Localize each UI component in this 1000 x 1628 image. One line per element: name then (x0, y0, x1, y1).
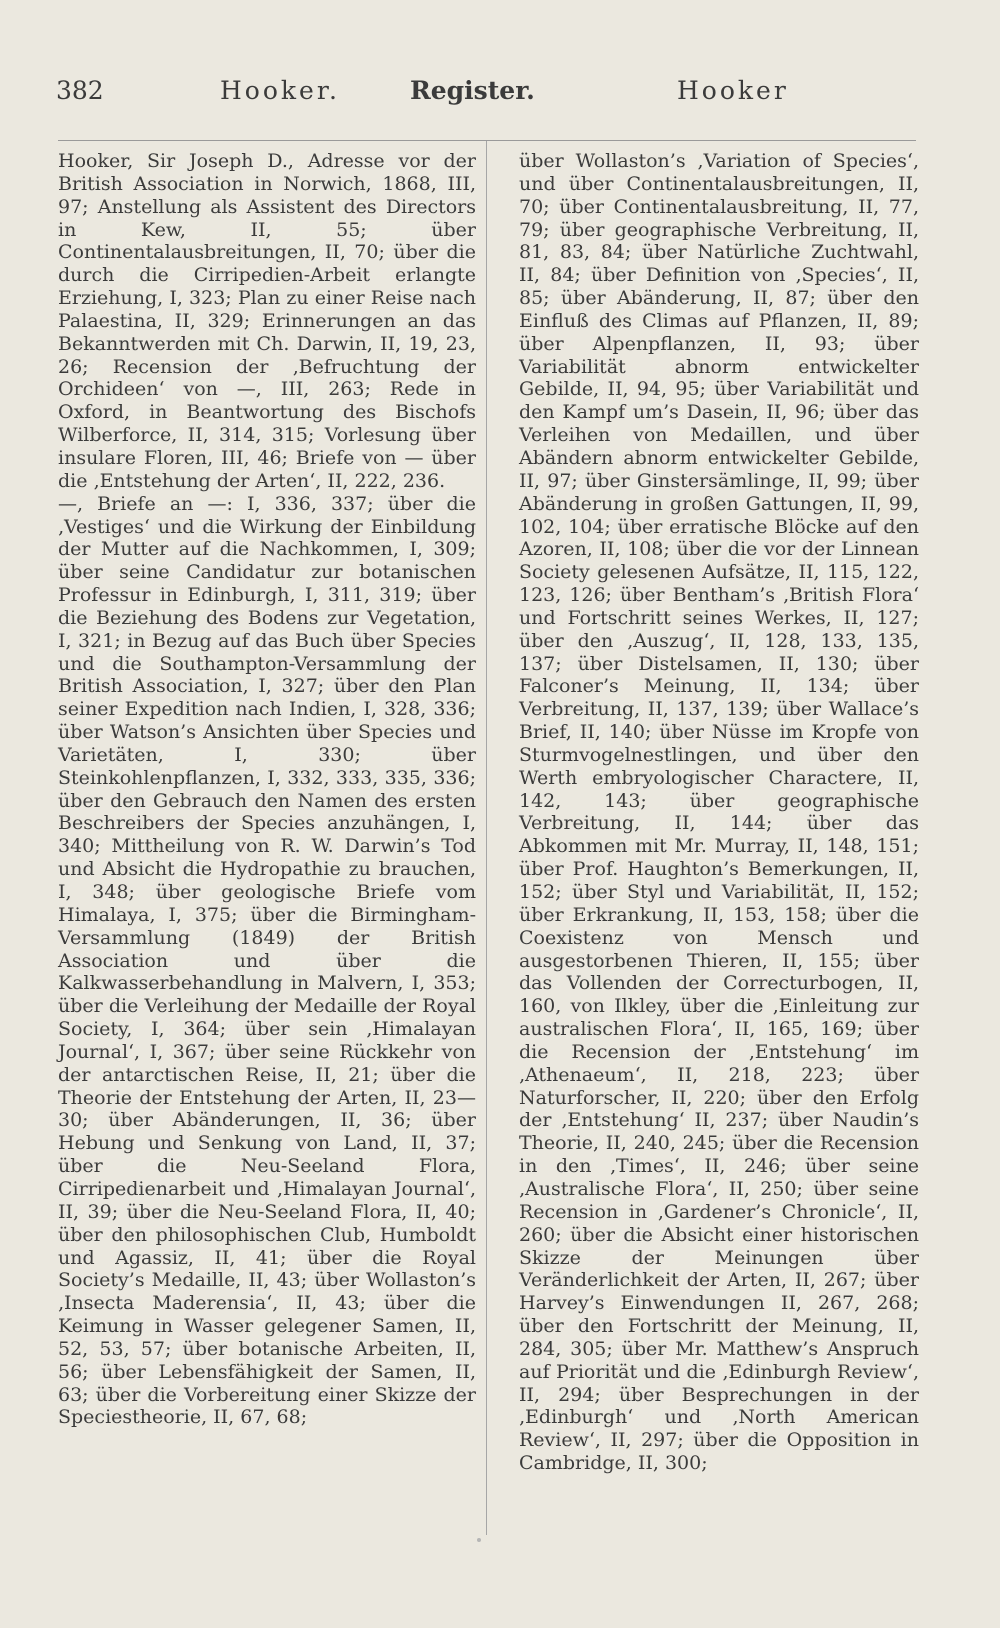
page-speck (477, 1538, 481, 1542)
left-column (58, 150, 476, 1429)
page-number: 382 (56, 76, 104, 105)
running-header (0, 76, 1000, 116)
column-divider (486, 141, 487, 1535)
header-rule (58, 140, 916, 141)
left-running-head: Hooker. (220, 76, 340, 105)
index-entry: Hooker, Sir Joseph D., Adresse vor der British Association in Norwich, 1868, III, 97; Anstellung als Assistent des Directors in Kew, II, 55; über Continentalausbreitungen, II, 70; über die durch die Cirripedien-Arbeit erlangte Erziehung, I, 323; Plan zu einer Reise nach Palaestina, II, 329; Erinnerungen an das Bekanntwerden mit Ch. Darwin, II, 19, 23, 26; Recension der ‚Befruchtung der Orchideen‘ von —, III, 263; Rede in Oxford, in Beantwortung des Bischofs Wilberforce, II, 314, 315; Vorlesung über insulare Floren, III, 46; Briefe von — über die ‚Entstehung der Arten‘, II, 222, 236. (58, 150, 476, 492)
section-title: Register. (410, 76, 535, 105)
right-running-head: Hooker (677, 76, 789, 105)
index-entry: über Wollaston’s ‚Variation of Species‘, und über Continentalausbreitungen, II, 70; über Continentalausbreitung, II, 77, 79; über geographische Verbreitung, II, 81, 83, 84; über Natürliche Zuchtwahl, II, 84; über Definition von ‚Species‘, II, 85; über Abänderung, II, 87; über den Einfluß des Climas auf Pflanzen, II, 89; über Alpenpflanzen, II, 93; über Variabilität abnorm entwickelter Gebilde, II, 94, 95; über Variabilität und den Kampf um’s Dasein, II, 96; über das Verleihen von Medaillen, und über Abändern abnorm entwickelter Gebilde, II, 97; über Ginstersämlinge, II, 99; über Abänderung in großen Gattungen, II, 99, 102, 104; über erratische Blöcke auf den Azoren, II, 108; über die vor der Linnean Society gelesenen Aufsätze, II, 115, 122, 123, 126; über Bentham’s ‚British Flora‘ und Fortschritt seines Werkes, II, 127; über den ‚Auszug‘, II, 128, 133, 135, 137; über Distelsamen, II, 130; über Falconer’s Meinung, II, 134; über Verbreitung, II, 137, 139; über Wallace’s Brief, II, 140; über Nüsse im Kropfe von Sturmvogelnestlingen, und über den Werth embryologischer Charactere, II, 142, 143; über geographische Verbreitung, II, 144; über das Abkommen mit Mr. Murray, II, 148, 151; über Prof. Haughton’s Bemerkungen, II, 152; über Styl und Variabilität, II, 152; über Erkrankung, II, 153, 158; über die Coexistenz von Mensch und ausgestorbenen Thieren, II, 155; über das Vollenden der Correcturbogen, II, 160, von Ilkley, über die ‚Einleitung zur australischen Flora‘, II, 165, 169; über die Recension der ‚Entstehung‘ im ‚Athenaeum‘, II, 218, 223; über Naturforscher, II, 220; über den Erfolg der ‚Entstehung‘ II, 237; über Naudin’s Theorie, II, 240, 245; über die Recension in den ‚Times‘, II, 246; über seine ‚Australische Flora‘, II, 250; über seine Recension in ‚Gardener’s Chronicle‘, II, 260; über die Absicht einer historischen Skizze der Meinungen über Veränderlichkeit der Arten, II, 267; über Harvey’s Einwendungen II, 267, 268; über den Fortschritt der Meinung, II, 284, 305; über Mr. Matthew’s Anspruch auf Priorität und die ‚Edinburgh Review‘, II, 294; über Besprechungen in der ‚Edinburgh‘ und ‚North American Review‘, II, 297; über die Opposition in Cambridge, II, 300; (519, 150, 919, 1475)
right-column (519, 150, 919, 1475)
index-entry: —, Briefe an —: I, 336, 337; über die ‚Vestiges‘ und die Wirkung der Einbildung der Mutter auf die Nachkommen, I, 309; über seine Candidatur zur botanischen Professur in Edinburgh, I, 311, 319; über die Beziehung des Bodens zur Vegetation, I, 321; in Bezug auf das Buch über Species und die Southampton-Versammlung der British Association, I, 327; über den Plan seiner Expedition nach Indien, I, 328, 336; über Watson’s Ansichten über Species und Varietäten, I, 330; über Steinkohlenpflanzen, I, 332, 333, 335, 336; über den Gebrauch den Namen des ersten Beschreibers der Species anzuhängen, I, 340; Mittheilung von R. W. Darwin’s Tod und Absicht die Hydropathie zu brauchen, I, 348; über geologische Briefe vom Himalaya, I, 375; über die Birmingham-Versammlung (1849) der British Association und über die Kalkwasserbehandlung in Malvern, I, 353; über die Verleihung der Medaille der Royal Society, I, 364; über sein ‚Himalayan Journal‘, I, 367; über seine Rückkehr von der antarctischen Reise, II, 21; über die Theorie der Entstehung der Arten, II, 23—30; über Abänderungen, II, 36; über Hebung und Senkung von Land, II, 37; über die Neu-Seeland Flora, Cirripedienarbeit und ‚Himalayan Journal‘, II, 39; über die Neu-Seeland Flora, II, 40; über den philosophischen Club, Humboldt und Agassiz, II, 41; über die Royal Society’s Medaille, II, 43; über Wollaston’s ‚Insecta Maderensia‘, II, 43; über die Keimung in Wasser gelegener Samen, II, 52, 53, 57; über botanische Arbeiten, II, 56; über Lebensfähigkeit der Samen, II, 63; über die Vorbereitung einer Skizze der Speciestheorie, II, 67, 68; (58, 492, 476, 1429)
